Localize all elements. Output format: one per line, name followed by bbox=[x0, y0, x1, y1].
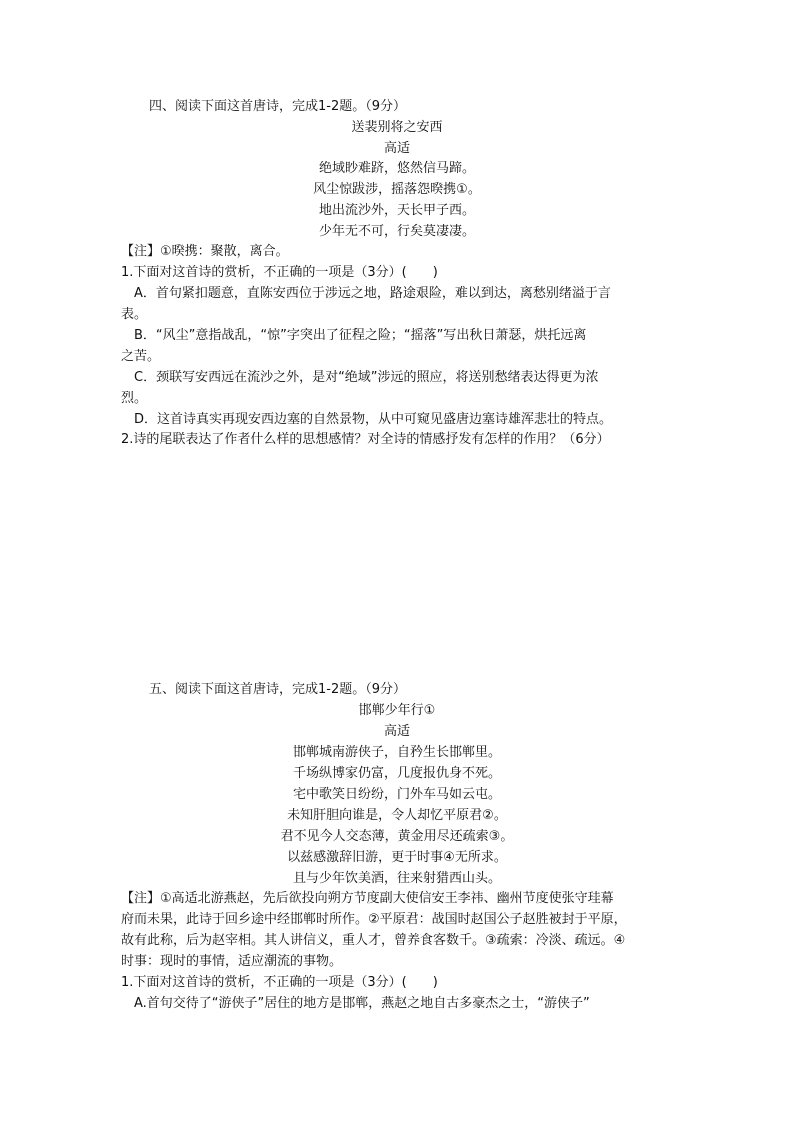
section4-poem-line: 风尘惊跋涉，摇落怨暌携①。 bbox=[313, 182, 481, 197]
section4-q2-stem: 2.诗的尾联表达了作者什么样的思想感情？对全诗的情感抒发有怎样的作用？（6分） bbox=[121, 432, 610, 447]
section4-q1-option-c-cont: 烈。 bbox=[121, 391, 148, 406]
section5-poem-line: 君不见今人交态薄，黄金用尽还疏索③。 bbox=[280, 829, 514, 844]
section4-q1-option-d: D．这首诗真实再现安西边塞的自然景物，从中可窥见盛唐边塞诗雄浑悲壮的特点。 bbox=[134, 412, 613, 427]
section5-q1-stem: 1.下面对这首诗的赏析，不正确的一项是（3分）( ) bbox=[121, 975, 438, 990]
section4-poem-line: 地出流沙外，天长甲子西。 bbox=[318, 203, 475, 218]
section4-q1-option-a: A．首句紧扣题意，直陈安西位于涉远之地，路途艰险，难以到达，离愁别绪溢于言 bbox=[134, 286, 611, 301]
section5-note-line: 府而未果，此诗于回乡途中经邯郸时所作。②平原君：战国时赵国公子赵胜被封于平原， bbox=[121, 912, 627, 927]
section5-poem-title: 邯郸少年行① bbox=[358, 703, 436, 718]
section5-q1-option-a: A.首句交待了“游侠子”居住的地方是邯郸，燕赵之地自古多豪杰之士，“游侠子” bbox=[134, 996, 590, 1011]
section5-poem-line: 宅中歌笑日纷纷，门外车马如云屯。 bbox=[292, 787, 501, 802]
section4-q1-option-b-cont: 之苦。 bbox=[121, 349, 161, 364]
section4-q1-stem: 1.下面对这首诗的赏析，不正确的一项是（3分）( ) bbox=[121, 265, 438, 280]
section4-poem-line: 少年无不可，行矣莫凄凄。 bbox=[318, 224, 475, 239]
section5-heading: 五、阅读下面这首唐诗，完成1-2题。（9分） bbox=[149, 682, 407, 697]
section5-author: 高适 bbox=[383, 724, 410, 739]
section5-poem-line: 以兹感激辞旧游，更于时事④无所求。 bbox=[287, 850, 507, 865]
section5-note-line: 时事：现时的事情，适应潮流的事物。 bbox=[121, 954, 343, 969]
section5-poem-line: 且与少年饮美酒，往来射猎西山头。 bbox=[292, 871, 501, 886]
section4-author: 高适 bbox=[383, 141, 410, 156]
section4-poem-line: 绝域眇难跻，悠然信马蹄。 bbox=[318, 161, 475, 176]
section5-note-line: 故有此称，后为赵宰相。其人讲信义，重人才，曾养食客数千。③疏索：冷淡、疏远。④ bbox=[121, 933, 626, 948]
section4-note: 【注】①暌携：聚散，离合。 bbox=[121, 244, 289, 259]
section4-heading: 四、阅读下面这首唐诗，完成1-2题。（9分） bbox=[149, 99, 407, 114]
section5-poem-line: 千场纵博家仍富，几度报仇身不死。 bbox=[292, 766, 501, 781]
section4-poem-title: 送裴别将之安西 bbox=[351, 120, 443, 135]
section4-q1-option-a-cont: 表。 bbox=[121, 307, 148, 322]
section5-note-line: 【注】①高适北游燕赵，先后欲投向朔方节度副大使信安王李祎、幽州节度使张守珪幕 bbox=[121, 891, 614, 906]
section5-poem-line: 邯郸城南游侠子，自矜生长邯郸里。 bbox=[292, 745, 501, 760]
section4-q1-option-c: C．颈联写安西远在流沙之外，是对“绝域”涉远的照应，将送别愁绪表达得更为浓 bbox=[134, 370, 599, 385]
section5-poem-line: 未知肝胆向谁是，令人却忆平原君②。 bbox=[287, 808, 507, 823]
section4-q1-option-b: B．“风尘”意指战乱，“惊”字突出了征程之险；“摇落”写出秋日萧瑟，烘托远离 bbox=[134, 328, 587, 343]
